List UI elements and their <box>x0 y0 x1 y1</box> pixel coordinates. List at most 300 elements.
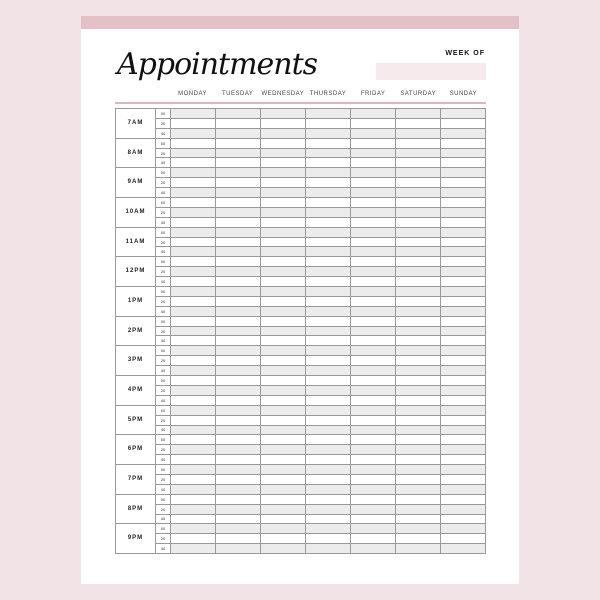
appointment-cell[interactable] <box>351 326 396 336</box>
appointment-cell[interactable] <box>441 494 486 504</box>
appointment-cell[interactable] <box>171 198 216 208</box>
appointment-cell[interactable] <box>171 257 216 267</box>
appointment-cell[interactable] <box>261 168 306 178</box>
appointment-cell[interactable] <box>351 455 396 465</box>
appointment-cell[interactable] <box>351 366 396 376</box>
appointment-cell[interactable] <box>216 385 261 395</box>
appointment-cell[interactable] <box>396 494 441 504</box>
appointment-cell[interactable] <box>261 277 306 287</box>
appointment-cell[interactable] <box>396 376 441 386</box>
appointment-cell[interactable] <box>171 504 216 514</box>
appointment-cell[interactable] <box>396 227 441 237</box>
appointment-cell[interactable] <box>306 484 351 494</box>
appointment-cell[interactable] <box>396 445 441 455</box>
appointment-cell[interactable] <box>396 217 441 227</box>
appointment-cell[interactable] <box>171 227 216 237</box>
appointment-cell[interactable] <box>351 474 396 484</box>
appointment-cell[interactable] <box>351 425 396 435</box>
appointment-cell[interactable] <box>171 168 216 178</box>
appointment-cell[interactable] <box>396 326 441 336</box>
appointment-cell[interactable] <box>171 415 216 425</box>
appointment-cell[interactable] <box>261 109 306 119</box>
appointment-cell[interactable] <box>306 207 351 217</box>
appointment-cell[interactable] <box>396 544 441 554</box>
appointment-cell[interactable] <box>441 188 486 198</box>
appointment-cell[interactable] <box>351 465 396 475</box>
appointment-cell[interactable] <box>306 395 351 405</box>
appointment-cell[interactable] <box>261 257 306 267</box>
appointment-cell[interactable] <box>171 326 216 336</box>
appointment-cell[interactable] <box>441 316 486 326</box>
appointment-cell[interactable] <box>351 494 396 504</box>
appointment-cell[interactable] <box>306 534 351 544</box>
appointment-cell[interactable] <box>396 455 441 465</box>
appointment-cell[interactable] <box>351 128 396 138</box>
appointment-cell[interactable] <box>441 435 486 445</box>
appointment-cell[interactable] <box>306 257 351 267</box>
appointment-cell[interactable] <box>306 405 351 415</box>
appointment-cell[interactable] <box>261 306 306 316</box>
appointment-cell[interactable] <box>171 138 216 148</box>
appointment-cell[interactable] <box>216 465 261 475</box>
appointment-cell[interactable] <box>171 118 216 128</box>
appointment-cell[interactable] <box>396 247 441 257</box>
appointment-cell[interactable] <box>261 425 306 435</box>
appointment-cell[interactable] <box>171 455 216 465</box>
appointment-cell[interactable] <box>306 514 351 524</box>
appointment-cell[interactable] <box>396 198 441 208</box>
appointment-cell[interactable] <box>441 376 486 386</box>
appointment-cell[interactable] <box>261 455 306 465</box>
appointment-cell[interactable] <box>216 178 261 188</box>
appointment-cell[interactable] <box>306 277 351 287</box>
appointment-cell[interactable] <box>396 168 441 178</box>
appointment-cell[interactable] <box>351 267 396 277</box>
appointment-cell[interactable] <box>441 544 486 554</box>
appointment-cell[interactable] <box>171 188 216 198</box>
appointment-cell[interactable] <box>171 148 216 158</box>
appointment-cell[interactable] <box>171 217 216 227</box>
appointment-cell[interactable] <box>396 395 441 405</box>
appointment-cell[interactable] <box>396 405 441 415</box>
appointment-cell[interactable] <box>351 504 396 514</box>
appointment-cell[interactable] <box>216 474 261 484</box>
appointment-cell[interactable] <box>396 128 441 138</box>
appointment-cell[interactable] <box>396 109 441 119</box>
appointment-cell[interactable] <box>216 138 261 148</box>
appointment-cell[interactable] <box>216 514 261 524</box>
appointment-cell[interactable] <box>441 118 486 128</box>
appointment-cell[interactable] <box>261 247 306 257</box>
appointment-cell[interactable] <box>171 247 216 257</box>
appointment-cell[interactable] <box>261 118 306 128</box>
appointment-cell[interactable] <box>171 395 216 405</box>
appointment-cell[interactable] <box>396 237 441 247</box>
appointment-cell[interactable] <box>306 494 351 504</box>
appointment-cell[interactable] <box>396 435 441 445</box>
appointment-cell[interactable] <box>261 158 306 168</box>
appointment-cell[interactable] <box>351 198 396 208</box>
appointment-cell[interactable] <box>216 376 261 386</box>
appointment-cell[interactable] <box>351 514 396 524</box>
appointment-cell[interactable] <box>171 356 216 366</box>
appointment-cell[interactable] <box>171 336 216 346</box>
appointment-cell[interactable] <box>261 287 306 297</box>
appointment-cell[interactable] <box>441 148 486 158</box>
appointment-cell[interactable] <box>306 178 351 188</box>
appointment-cell[interactable] <box>396 534 441 544</box>
appointment-cell[interactable] <box>441 158 486 168</box>
appointment-cell[interactable] <box>261 366 306 376</box>
appointment-cell[interactable] <box>351 168 396 178</box>
appointment-cell[interactable] <box>441 356 486 366</box>
appointment-cell[interactable] <box>396 257 441 267</box>
appointment-cell[interactable] <box>396 415 441 425</box>
appointment-cell[interactable] <box>306 316 351 326</box>
appointment-cell[interactable] <box>396 465 441 475</box>
appointment-cell[interactable] <box>306 366 351 376</box>
appointment-cell[interactable] <box>396 287 441 297</box>
appointment-cell[interactable] <box>171 128 216 138</box>
appointment-cell[interactable] <box>306 306 351 316</box>
appointment-cell[interactable] <box>351 207 396 217</box>
appointment-cell[interactable] <box>216 445 261 455</box>
appointment-cell[interactable] <box>216 494 261 504</box>
appointment-cell[interactable] <box>396 385 441 395</box>
appointment-cell[interactable] <box>441 277 486 287</box>
appointment-cell[interactable] <box>261 415 306 425</box>
appointment-cell[interactable] <box>396 118 441 128</box>
appointment-cell[interactable] <box>306 148 351 158</box>
appointment-cell[interactable] <box>216 455 261 465</box>
appointment-cell[interactable] <box>351 435 396 445</box>
appointment-cell[interactable] <box>216 168 261 178</box>
appointment-cell[interactable] <box>171 158 216 168</box>
appointment-cell[interactable] <box>306 385 351 395</box>
appointment-cell[interactable] <box>396 504 441 514</box>
appointment-cell[interactable] <box>351 376 396 386</box>
appointment-cell[interactable] <box>216 118 261 128</box>
appointment-cell[interactable] <box>171 267 216 277</box>
appointment-cell[interactable] <box>441 168 486 178</box>
appointment-cell[interactable] <box>216 544 261 554</box>
appointment-cell[interactable] <box>351 415 396 425</box>
appointment-cell[interactable] <box>171 425 216 435</box>
appointment-cell[interactable] <box>171 445 216 455</box>
appointment-cell[interactable] <box>171 296 216 306</box>
appointment-cell[interactable] <box>171 514 216 524</box>
appointment-cell[interactable] <box>351 405 396 415</box>
appointment-cell[interactable] <box>441 287 486 297</box>
appointment-cell[interactable] <box>261 435 306 445</box>
appointment-cell[interactable] <box>216 158 261 168</box>
appointment-cell[interactable] <box>441 405 486 415</box>
appointment-cell[interactable] <box>441 267 486 277</box>
appointment-cell[interactable] <box>441 385 486 395</box>
appointment-cell[interactable] <box>351 445 396 455</box>
appointment-cell[interactable] <box>261 514 306 524</box>
appointment-cell[interactable] <box>441 484 486 494</box>
appointment-cell[interactable] <box>351 544 396 554</box>
appointment-cell[interactable] <box>351 336 396 346</box>
appointment-cell[interactable] <box>261 534 306 544</box>
appointment-cell[interactable] <box>306 415 351 425</box>
appointment-cell[interactable] <box>396 336 441 346</box>
appointment-cell[interactable] <box>441 524 486 534</box>
appointment-cell[interactable] <box>171 178 216 188</box>
appointment-cell[interactable] <box>351 346 396 356</box>
appointment-cell[interactable] <box>306 287 351 297</box>
appointment-cell[interactable] <box>306 474 351 484</box>
appointment-cell[interactable] <box>216 356 261 366</box>
appointment-cell[interactable] <box>171 494 216 504</box>
appointment-cell[interactable] <box>216 188 261 198</box>
appointment-cell[interactable] <box>351 306 396 316</box>
appointment-cell[interactable] <box>441 247 486 257</box>
appointment-cell[interactable] <box>441 296 486 306</box>
appointment-cell[interactable] <box>441 346 486 356</box>
appointment-cell[interactable] <box>171 524 216 534</box>
appointment-cell[interactable] <box>351 356 396 366</box>
appointment-cell[interactable] <box>441 306 486 316</box>
appointment-cell[interactable] <box>261 376 306 386</box>
appointment-cell[interactable] <box>261 316 306 326</box>
appointment-cell[interactable] <box>216 287 261 297</box>
appointment-cell[interactable] <box>306 524 351 534</box>
appointment-cell[interactable] <box>441 227 486 237</box>
appointment-cell[interactable] <box>216 217 261 227</box>
appointment-cell[interactable] <box>261 296 306 306</box>
appointment-cell[interactable] <box>441 425 486 435</box>
appointment-cell[interactable] <box>261 445 306 455</box>
appointment-cell[interactable] <box>306 425 351 435</box>
appointment-cell[interactable] <box>351 138 396 148</box>
appointment-cell[interactable] <box>351 118 396 128</box>
appointment-cell[interactable] <box>306 267 351 277</box>
appointment-cell[interactable] <box>171 465 216 475</box>
appointment-cell[interactable] <box>216 109 261 119</box>
appointment-cell[interactable] <box>351 109 396 119</box>
appointment-cell[interactable] <box>171 237 216 247</box>
appointment-cell[interactable] <box>396 296 441 306</box>
appointment-cell[interactable] <box>216 257 261 267</box>
appointment-cell[interactable] <box>171 316 216 326</box>
appointment-cell[interactable] <box>261 544 306 554</box>
appointment-cell[interactable] <box>351 257 396 267</box>
appointment-cell[interactable] <box>396 514 441 524</box>
appointment-cell[interactable] <box>441 128 486 138</box>
appointment-cell[interactable] <box>261 198 306 208</box>
appointment-cell[interactable] <box>216 326 261 336</box>
appointment-cell[interactable] <box>441 474 486 484</box>
appointment-cell[interactable] <box>171 287 216 297</box>
appointment-cell[interactable] <box>261 504 306 514</box>
appointment-cell[interactable] <box>216 227 261 237</box>
week-of-field[interactable] <box>376 63 486 80</box>
appointment-cell[interactable] <box>351 316 396 326</box>
appointment-cell[interactable] <box>306 227 351 237</box>
appointment-cell[interactable] <box>261 148 306 158</box>
appointment-cell[interactable] <box>396 356 441 366</box>
appointment-cell[interactable] <box>441 138 486 148</box>
appointment-cell[interactable] <box>396 425 441 435</box>
appointment-cell[interactable] <box>171 306 216 316</box>
appointment-cell[interactable] <box>306 346 351 356</box>
appointment-cell[interactable] <box>441 514 486 524</box>
appointment-cell[interactable] <box>216 524 261 534</box>
appointment-cell[interactable] <box>171 385 216 395</box>
appointment-cell[interactable] <box>306 504 351 514</box>
appointment-cell[interactable] <box>441 336 486 346</box>
appointment-cell[interactable] <box>396 207 441 217</box>
appointment-cell[interactable] <box>441 504 486 514</box>
appointment-cell[interactable] <box>306 138 351 148</box>
appointment-cell[interactable] <box>216 504 261 514</box>
appointment-cell[interactable] <box>216 296 261 306</box>
appointment-cell[interactable] <box>351 217 396 227</box>
appointment-cell[interactable] <box>171 484 216 494</box>
appointment-cell[interactable] <box>261 494 306 504</box>
appointment-cell[interactable] <box>306 445 351 455</box>
appointment-cell[interactable] <box>396 277 441 287</box>
appointment-cell[interactable] <box>441 198 486 208</box>
appointment-cell[interactable] <box>261 217 306 227</box>
appointment-cell[interactable] <box>351 158 396 168</box>
appointment-cell[interactable] <box>216 346 261 356</box>
appointment-cell[interactable] <box>216 395 261 405</box>
appointment-cell[interactable] <box>351 237 396 247</box>
appointment-cell[interactable] <box>441 366 486 376</box>
appointment-cell[interactable] <box>216 148 261 158</box>
appointment-cell[interactable] <box>396 316 441 326</box>
appointment-cell[interactable] <box>216 415 261 425</box>
appointment-cell[interactable] <box>441 217 486 227</box>
appointment-cell[interactable] <box>171 435 216 445</box>
appointment-cell[interactable] <box>306 217 351 227</box>
appointment-cell[interactable] <box>396 267 441 277</box>
appointment-cell[interactable] <box>261 267 306 277</box>
appointment-cell[interactable] <box>306 356 351 366</box>
appointment-cell[interactable] <box>441 178 486 188</box>
appointment-cell[interactable] <box>216 198 261 208</box>
appointment-cell[interactable] <box>441 395 486 405</box>
appointment-cell[interactable] <box>216 247 261 257</box>
appointment-cell[interactable] <box>306 544 351 554</box>
appointment-cell[interactable] <box>171 109 216 119</box>
appointment-cell[interactable] <box>216 366 261 376</box>
appointment-cell[interactable] <box>216 306 261 316</box>
appointment-cell[interactable] <box>171 207 216 217</box>
appointment-cell[interactable] <box>396 306 441 316</box>
appointment-cell[interactable] <box>351 148 396 158</box>
appointment-cell[interactable] <box>306 109 351 119</box>
appointment-cell[interactable] <box>396 346 441 356</box>
appointment-cell[interactable] <box>396 474 441 484</box>
appointment-cell[interactable] <box>306 455 351 465</box>
appointment-cell[interactable] <box>351 277 396 287</box>
appointment-cell[interactable] <box>351 178 396 188</box>
appointment-cell[interactable] <box>351 385 396 395</box>
appointment-cell[interactable] <box>351 296 396 306</box>
appointment-cell[interactable] <box>441 257 486 267</box>
appointment-cell[interactable] <box>306 198 351 208</box>
appointment-cell[interactable] <box>171 346 216 356</box>
appointment-cell[interactable] <box>306 168 351 178</box>
appointment-cell[interactable] <box>261 237 306 247</box>
appointment-cell[interactable] <box>261 474 306 484</box>
appointment-cell[interactable] <box>351 484 396 494</box>
appointment-cell[interactable] <box>351 188 396 198</box>
appointment-cell[interactable] <box>306 435 351 445</box>
appointment-cell[interactable] <box>396 148 441 158</box>
appointment-cell[interactable] <box>441 445 486 455</box>
appointment-cell[interactable] <box>261 336 306 346</box>
appointment-cell[interactable] <box>261 395 306 405</box>
appointment-cell[interactable] <box>441 455 486 465</box>
appointment-cell[interactable] <box>306 158 351 168</box>
appointment-cell[interactable] <box>306 376 351 386</box>
appointment-cell[interactable] <box>261 138 306 148</box>
appointment-cell[interactable] <box>351 287 396 297</box>
appointment-cell[interactable] <box>396 484 441 494</box>
appointment-cell[interactable] <box>441 534 486 544</box>
appointment-cell[interactable] <box>261 465 306 475</box>
appointment-cell[interactable] <box>351 227 396 237</box>
appointment-cell[interactable] <box>351 524 396 534</box>
appointment-cell[interactable] <box>441 465 486 475</box>
appointment-cell[interactable] <box>441 415 486 425</box>
appointment-cell[interactable] <box>396 188 441 198</box>
appointment-cell[interactable] <box>171 366 216 376</box>
appointment-cell[interactable] <box>306 237 351 247</box>
appointment-cell[interactable] <box>216 207 261 217</box>
appointment-cell[interactable] <box>216 277 261 287</box>
appointment-cell[interactable] <box>216 435 261 445</box>
appointment-cell[interactable] <box>261 524 306 534</box>
appointment-cell[interactable] <box>261 128 306 138</box>
appointment-cell[interactable] <box>306 336 351 346</box>
appointment-cell[interactable] <box>171 544 216 554</box>
appointment-cell[interactable] <box>306 296 351 306</box>
appointment-cell[interactable] <box>306 247 351 257</box>
appointment-cell[interactable] <box>216 316 261 326</box>
appointment-cell[interactable] <box>441 207 486 217</box>
appointment-cell[interactable] <box>261 188 306 198</box>
appointment-cell[interactable] <box>351 534 396 544</box>
appointment-cell[interactable] <box>396 138 441 148</box>
appointment-cell[interactable] <box>171 405 216 415</box>
appointment-cell[interactable] <box>396 524 441 534</box>
appointment-cell[interactable] <box>216 484 261 494</box>
appointment-cell[interactable] <box>216 128 261 138</box>
appointment-cell[interactable] <box>216 425 261 435</box>
appointment-cell[interactable] <box>441 237 486 247</box>
appointment-cell[interactable] <box>351 395 396 405</box>
appointment-cell[interactable] <box>261 356 306 366</box>
appointment-cell[interactable] <box>306 118 351 128</box>
appointment-cell[interactable] <box>261 178 306 188</box>
appointment-cell[interactable] <box>216 237 261 247</box>
appointment-cell[interactable] <box>306 326 351 336</box>
appointment-cell[interactable] <box>216 267 261 277</box>
appointment-cell[interactable] <box>261 385 306 395</box>
appointment-cell[interactable] <box>261 207 306 217</box>
appointment-cell[interactable] <box>441 109 486 119</box>
appointment-cell[interactable] <box>216 405 261 415</box>
appointment-cell[interactable] <box>396 178 441 188</box>
appointment-cell[interactable] <box>396 158 441 168</box>
appointment-cell[interactable] <box>171 474 216 484</box>
